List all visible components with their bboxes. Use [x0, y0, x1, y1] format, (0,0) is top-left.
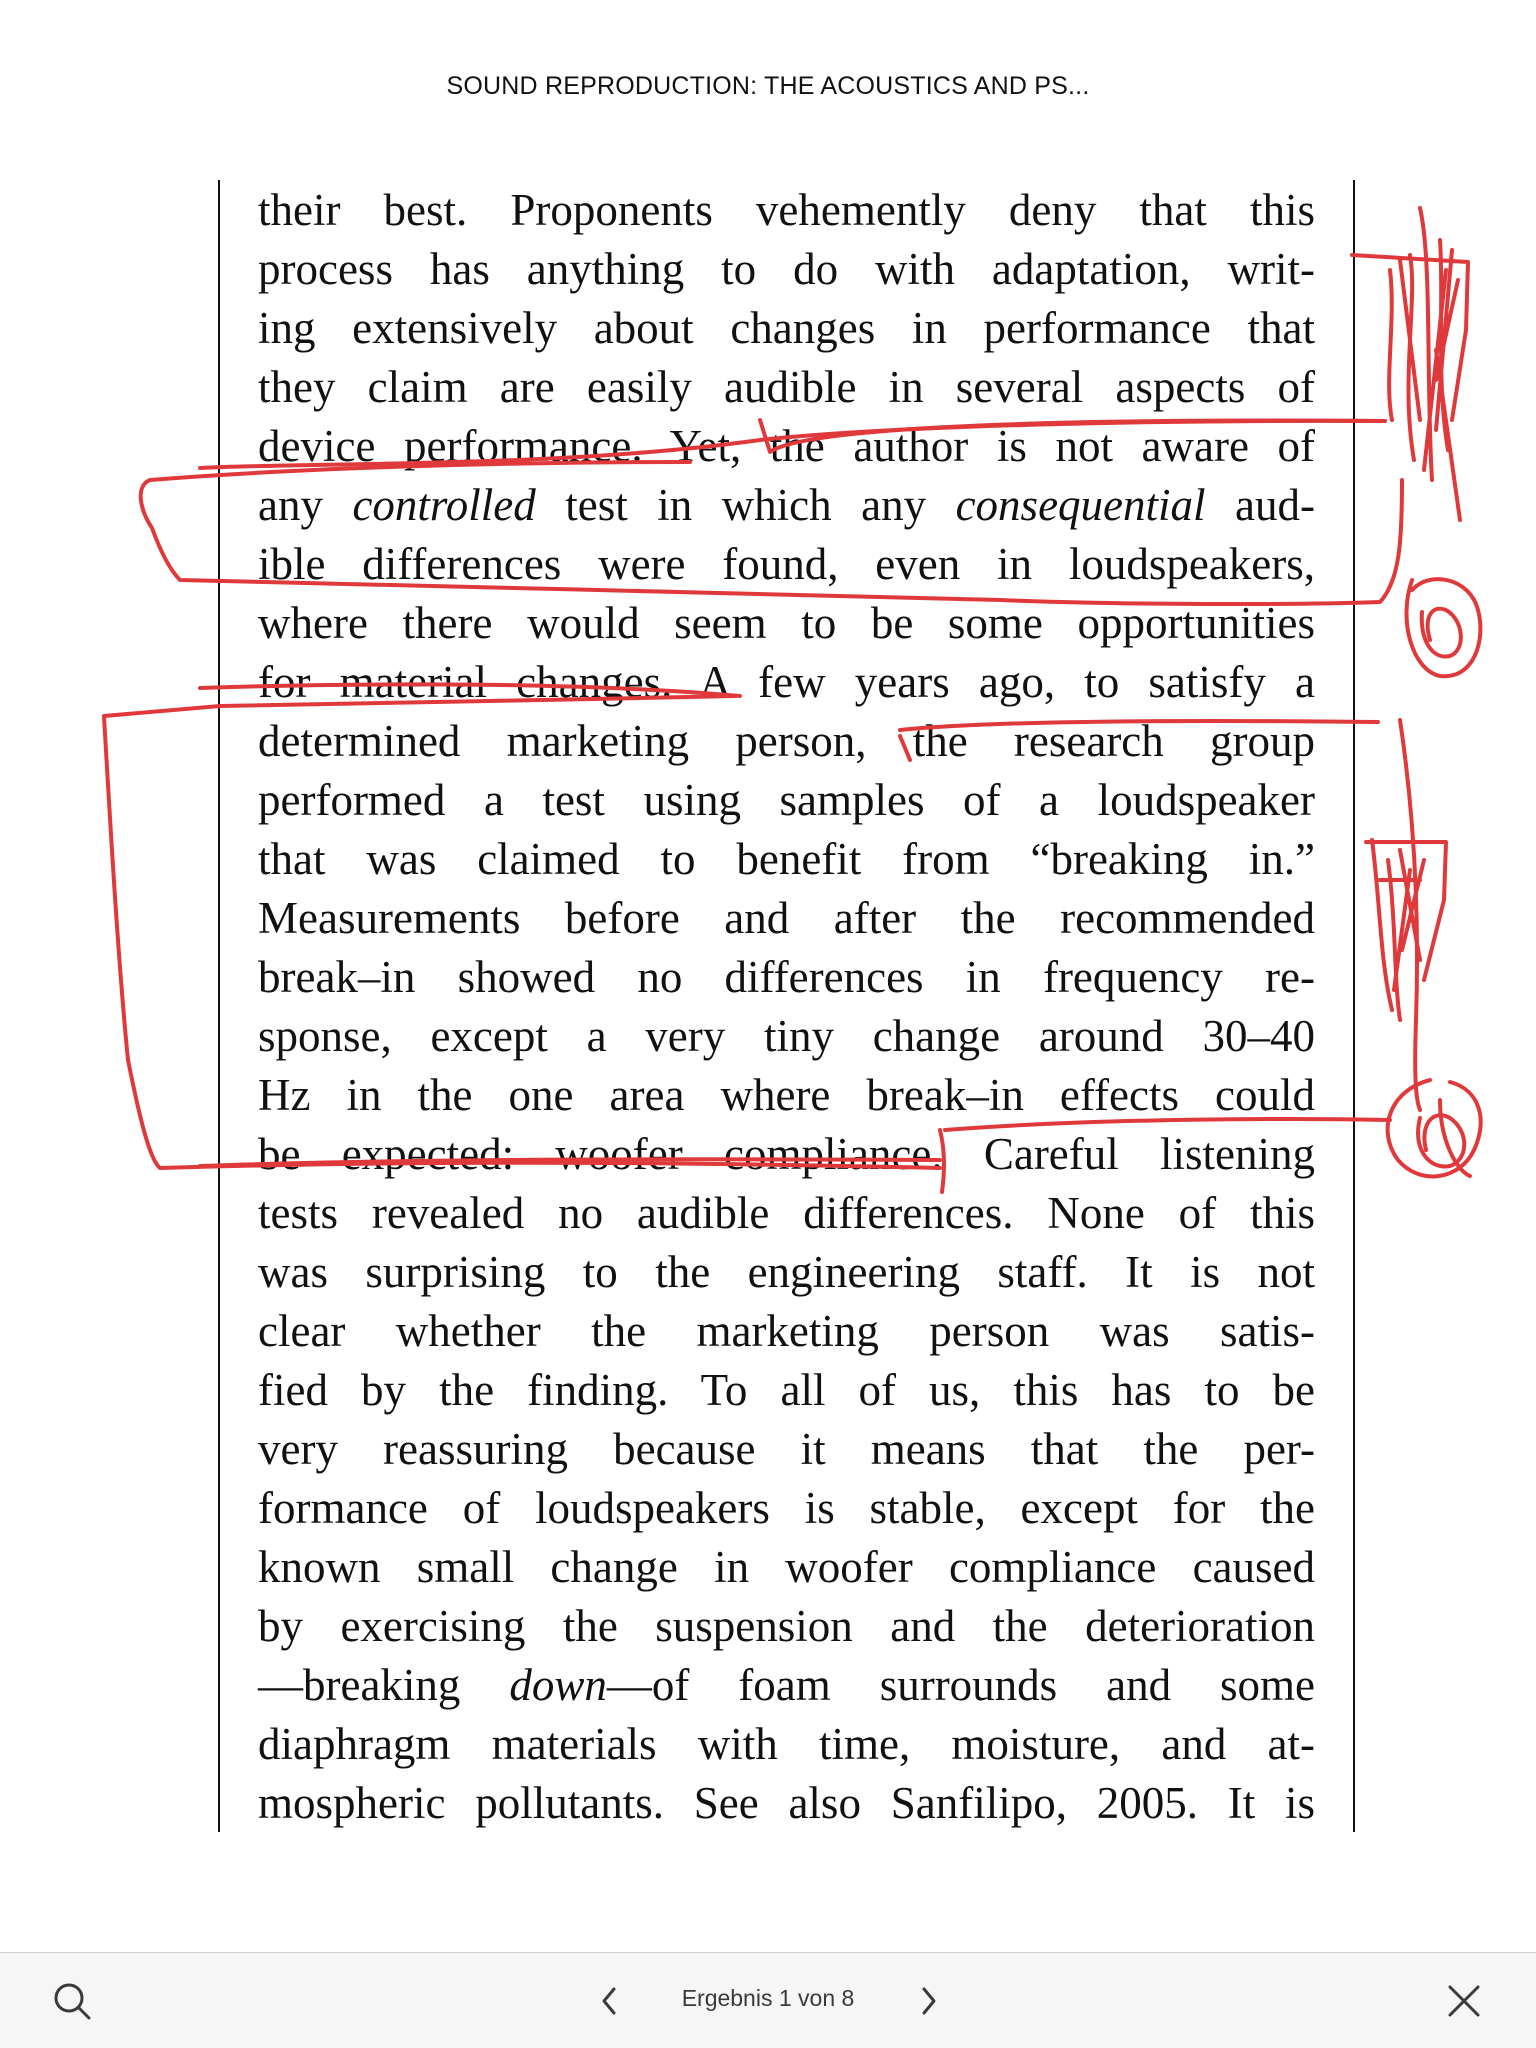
ink-connector-stroke: [1400, 720, 1420, 1110]
text-run: any: [258, 480, 353, 530]
page-body-text[interactable]: [258, 181, 1315, 1833]
text-line: diaphragm materials with time, moisture, and at-: [258, 1719, 1315, 1769]
text-run: —of foam surrounds and some: [606, 1660, 1316, 1710]
search-icon[interactable]: [40, 1969, 104, 2033]
text-line: was surprising to the engineering staff. It is not: [258, 1247, 1315, 1297]
text-line: clear whether the marketing person was satis-: [258, 1306, 1315, 1356]
text-line: sponse, except a very tiny change around 30–40: [258, 1011, 1315, 1061]
text-line: Hz in the one area where break–in effects could: [258, 1070, 1315, 1120]
chevron-right-icon[interactable]: [896, 1969, 960, 2033]
italic-text-run: down: [509, 1660, 607, 1710]
text-line: known small change in woofer compliance caused: [258, 1542, 1315, 1592]
text-line: tests revealed no audible differences. None of this: [258, 1188, 1315, 1238]
text-line: [258, 1656, 1315, 1715]
italic-text-run: consequential: [955, 480, 1206, 530]
text-line: fied by the finding. To all of us, this has to be: [258, 1365, 1315, 1415]
text-line: for material changes. A few years ago, to satisfy a: [258, 657, 1315, 707]
book-title: SOUND REPRODUCTION: THE ACOUSTICS AND PS...: [446, 72, 1090, 100]
text-run: aud-: [1205, 480, 1315, 530]
search-results-bar: [0, 1952, 1536, 2048]
text-run: test in which any: [535, 480, 956, 530]
text-line: device performance. Yet, the author is not aware of: [258, 421, 1315, 471]
ink-scribble-stroke: [1352, 208, 1468, 520]
text-line: break–in showed no differences in frequency re-: [258, 952, 1315, 1002]
text-line: process has anything to do with adaptation, writ-: [258, 244, 1315, 294]
ink-scribble-stroke: [1366, 840, 1446, 1020]
text-line: they claim are easily audible in several aspects of: [258, 362, 1315, 412]
italic-text-run: controlled: [352, 480, 536, 530]
ink-circle-stroke: [1388, 1080, 1481, 1176]
text-line: ing extensively about changes in performance that: [258, 303, 1315, 353]
text-line: that was claimed to benefit from “breaking in.”: [258, 834, 1315, 884]
text-line: their best. Proponents vehemently deny that this: [258, 185, 1315, 235]
page-left-rule: [218, 180, 220, 1832]
text-line: mospheric pollutants. See also Sanfilipo, 2005. It is: [258, 1778, 1315, 1828]
text-line: Measurements before and after the recommended: [258, 893, 1315, 943]
search-result-counter: Ergebnis 1 von 8: [681, 1985, 855, 2011]
text-line: be expected: woofer compliance. Careful listening: [258, 1129, 1315, 1179]
text-line: formance of loudspeakers is stable, except for the: [258, 1483, 1315, 1533]
text-line: by exercising the suspension and the deterioration: [258, 1601, 1315, 1651]
text-line: [258, 476, 1315, 535]
text-line: ible differences were found, even in loudspeakers,: [258, 539, 1315, 589]
chevron-left-icon[interactable]: [578, 1969, 642, 2033]
text-run: —breaking: [258, 1660, 510, 1710]
page-right-rule: [1353, 180, 1355, 1832]
close-icon[interactable]: [1432, 1969, 1496, 2033]
text-line: determined marketing person, the research group: [258, 716, 1315, 766]
text-line: performed a test using samples of a loudspeaker: [258, 775, 1315, 825]
ink-circle-stroke: [1407, 579, 1481, 676]
text-line: where there would seem to be some opportunities: [258, 598, 1315, 648]
text-line: very reassuring because it means that the per-: [258, 1424, 1315, 1474]
